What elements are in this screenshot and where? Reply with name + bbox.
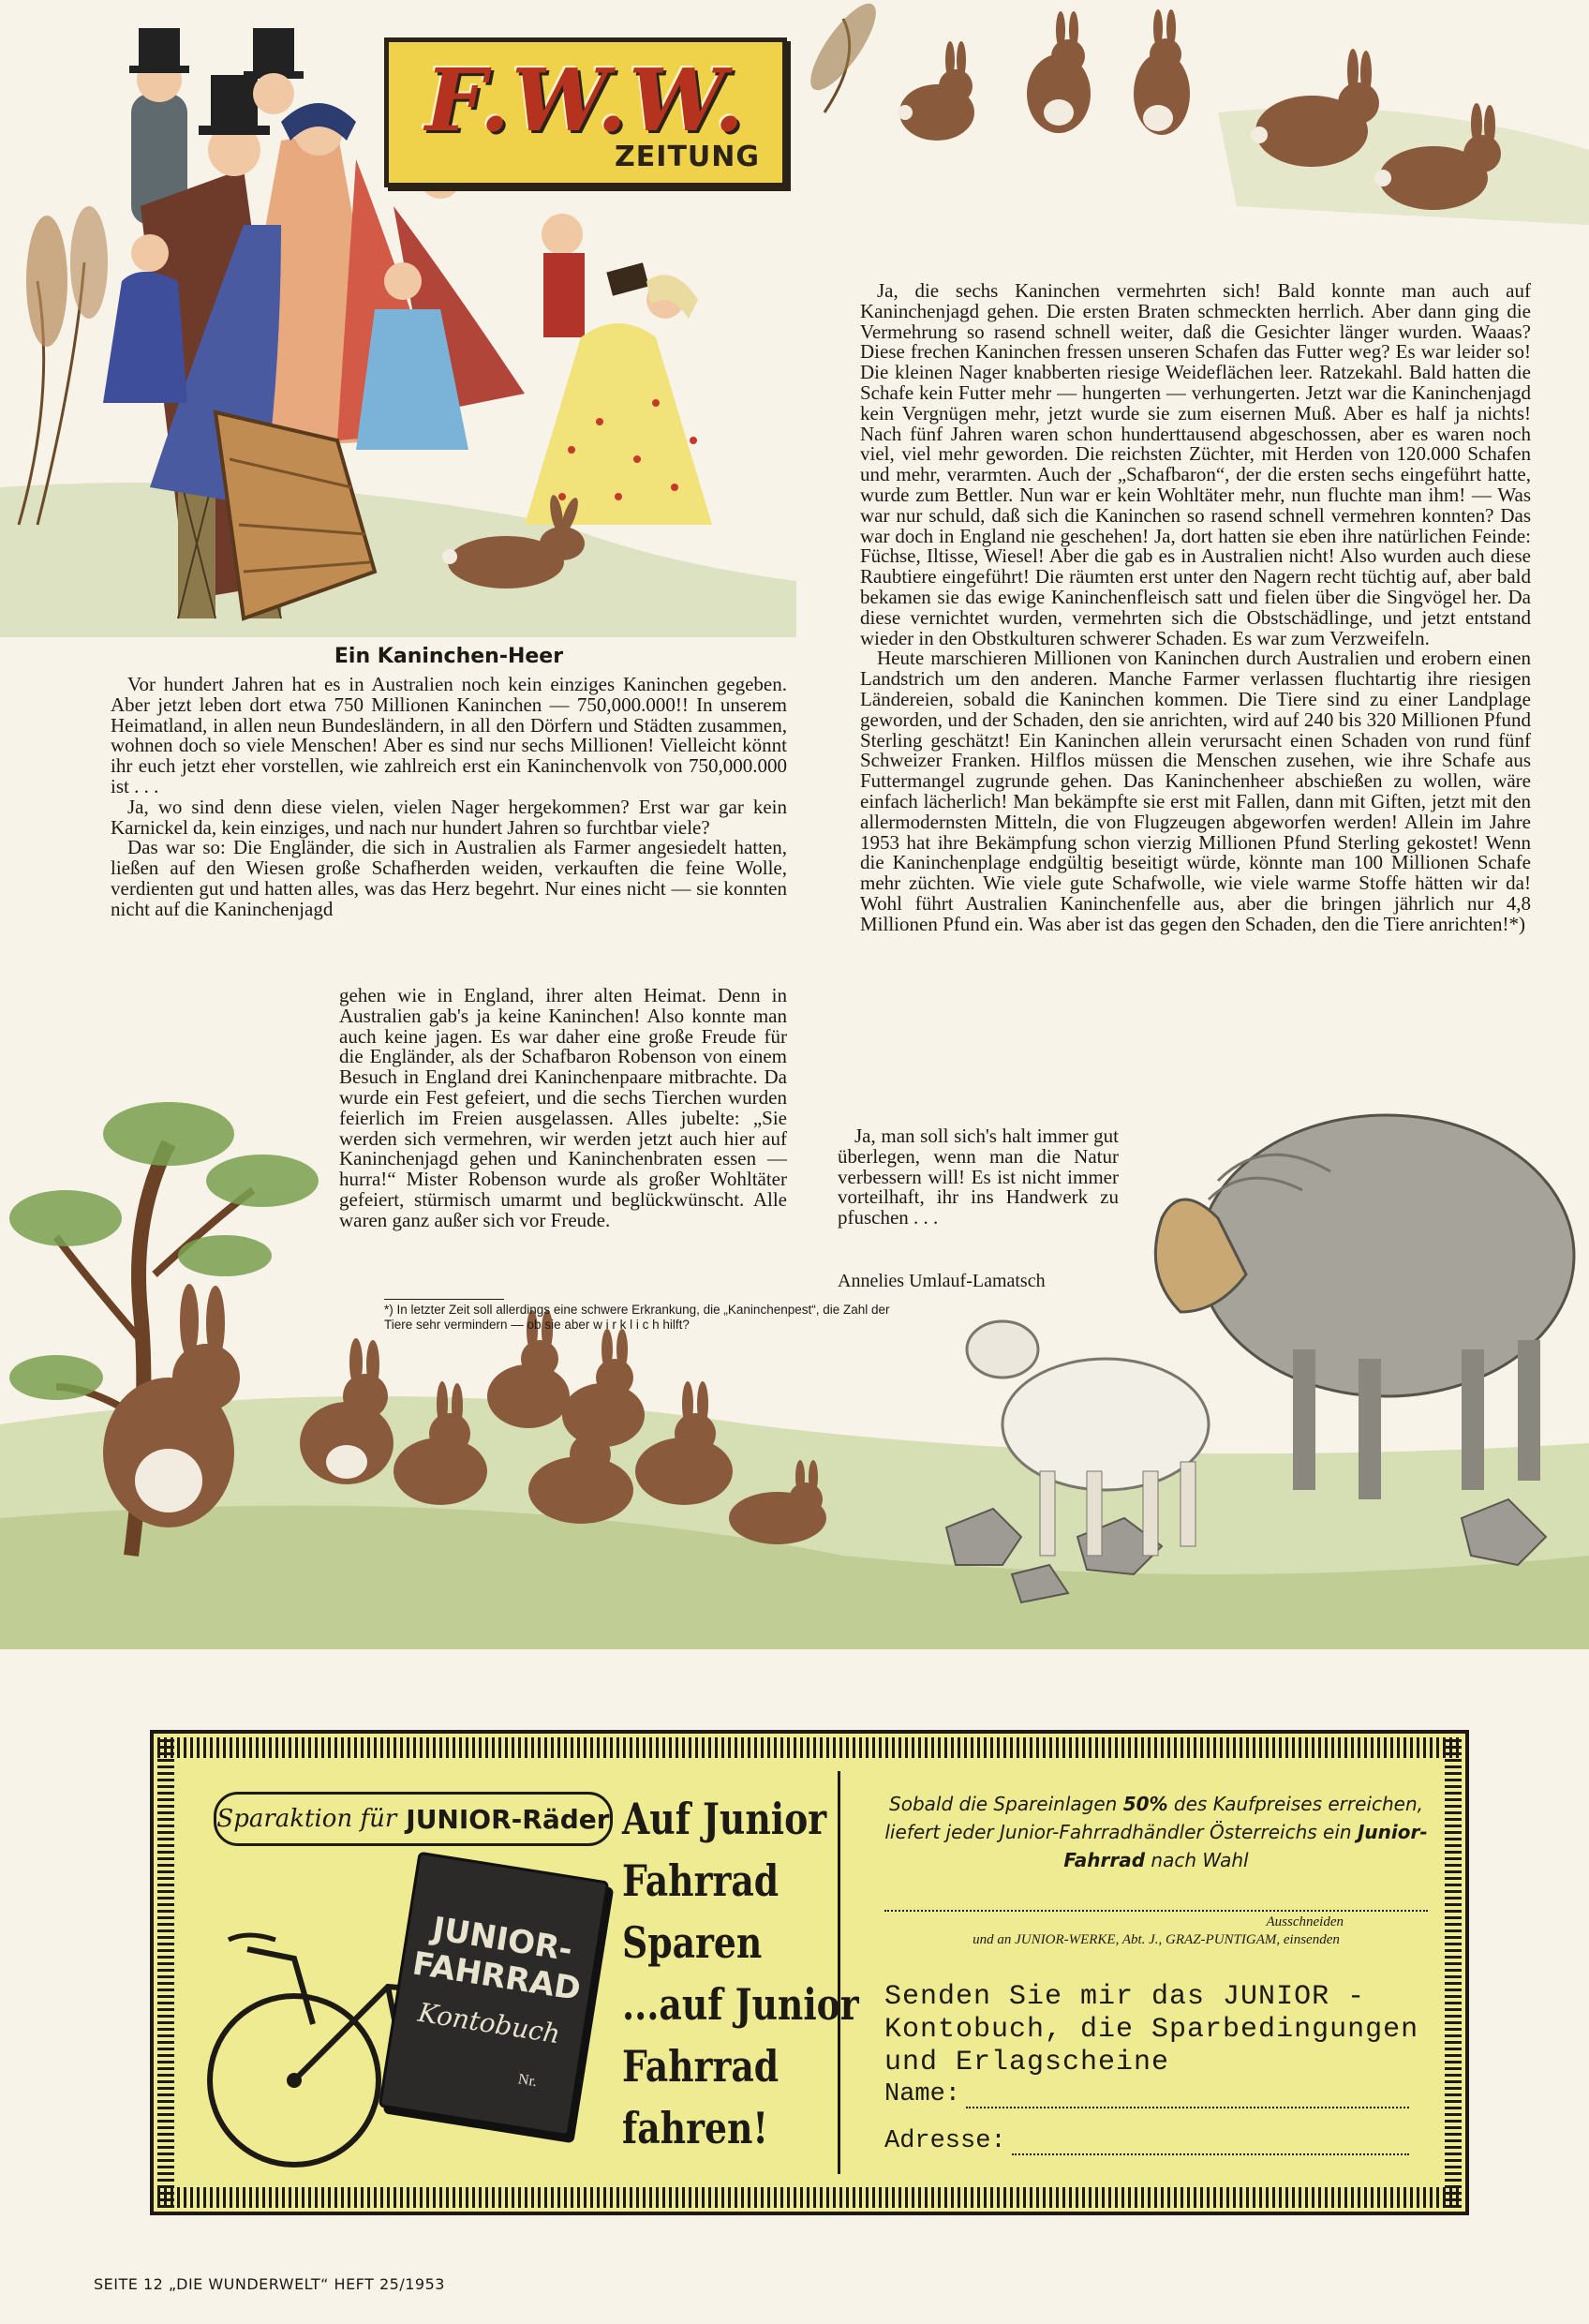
slogan-line: ...auf Junior [622, 1979, 859, 2030]
paragraph: Vor hundert Jahren hat es in Australien noch kein einziges Kaninchen gegeben. Aber jetzt leben dort etwa 750 Millionen Kaninchen — 750,000.000!! In unserem Heimatland, in allen neun Bundesländern, in all den Dörfern und Städten zusammen, wohnen doch so viele Menschen! Aber es sind nur sechs Millionen! Vielleicht könnt ihr euch jetzt eher vorstellen, wie zahlreich erst ein Kaninchenvolk von 750,000.000 ist . . . [111, 673, 787, 797]
article-column-right-narrow [838, 1126, 1119, 1229]
ad-badge [214, 1792, 613, 1846]
rabbit-group-top [898, 9, 1501, 210]
info-percent: 50% [1122, 1793, 1168, 1815]
address-label: Adresse: [884, 2127, 1006, 2155]
plume [70, 206, 108, 319]
cut-address: und an JUNIOR-WERKE, Abt. J., GRAZ-PUNTIGAM, einsenden [973, 1932, 1340, 1947]
booklet-number: Nr. [516, 2071, 539, 2091]
article-column-left-narrow [339, 986, 787, 1231]
masthead-banner [384, 37, 787, 187]
name-blank[interactable] [966, 2086, 1409, 2108]
ad-badge-brand: JUNIOR-Räder [406, 1803, 610, 1835]
article-title: Ein Kaninchen-Heer [334, 645, 564, 668]
name-label: Name: [884, 2080, 961, 2108]
slogan-line: Auf Junior [622, 1794, 827, 1844]
ad-info-text [884, 1790, 1428, 1874]
booklet-title: JUNIOR- FAHRRAD [409, 1910, 584, 2009]
info-text: Sobald die Spareinlagen [889, 1793, 1118, 1815]
footnote: *) In letzter Zeit soll allerdings eine schwere Erkrankung, die „Kaninchenpest“, die Zahl der Tiere sehr vermindern — ob sie aber w i r k l i c h hilft? [384, 1303, 890, 1332]
info-text: des Kaufpreises erreichen, liefert jeder Junior-Fahrradhändler Österreichs ein [884, 1793, 1423, 1843]
paragraph: Heute marschieren Millionen von Kaninchen durch Australien und erobern einen Landstrich um den anderen. Manche Farmer verlassen fluchtartig ihre riesigen Ländereien, sobald die Kaninchen kommen. Die Tiere sind zu einer Landplage geworden, und der Schaden, den sie anrichten, wird auf 240 bis 320 Millionen Pfund Sterling geschätzt! Ein Kaninchen allein verursacht einen Schaden von rund fünf Schweizer Franken. Hilflos müssen die Menschen zusehen, wie ihre Schafe aus Futtermangel zugrunde gehen. Das Kaninchenheer abschießen zu wollen, wäre einfach lächerlich! Man bekämpfte sie erst mit Fallen, dann mit Giften, jetzt mit den allermodernsten Mitteln, die von Flugzeugen abgeworfen werden! Allein im Jahre 1953 hat ihre Bekämpfung schon vierzig Millionen Pfund Sterling gekostet! Wenn die Kaninchenplage endgültig beseitigt würde, könnte man 100 Millionen Schafe mehr züchten. Wie viele gute Schafwolle, wie viele warme Stoffe hätten wir da! Wohl führt Australien Kaninchenfelle aus, aber die bringen jährlich nur 4,8 Millionen Pfund ein. Was aber ist das gegen den Schaden, den die Tiere anrichten!*) [860, 647, 1531, 935]
sheep [1155, 1115, 1574, 1499]
bottom-illustration [0, 1031, 1589, 1649]
cut-line [884, 1910, 1428, 1912]
paragraph: Das war so: Die Engländer, die sich in Australien als Farmer angesiedelt hatten, ließen auf den Wiesen große Schafherden weiden, verkauften die feine Wolle, verdienten gut und hatten alles, was das Herz begehrt. Nur eines nicht — sie konnten nicht auf die Kaninchenjagd [111, 836, 787, 920]
info-text: nach Wahl [1151, 1849, 1249, 1871]
address-blank[interactable] [1012, 2133, 1409, 2155]
booklet-subtitle: Kontobuch [416, 1996, 563, 2050]
info-brand: Junior-Fahrrad [1063, 1821, 1428, 1871]
kontobuch-booklet [379, 1852, 610, 2138]
slogan-line: Fahrrad [622, 1855, 780, 1906]
coupon-request: Senden Sie mir das JUNIOR - Kontobuch, die Sparbedingungen und Erlagscheine [884, 1981, 1419, 2078]
cut-label: Ausschneiden [1266, 1914, 1344, 1929]
paragraph: Ja, die sechs Kaninchen vermehrten sich! Bald konnte man auch auf Kaninchenjagd gehen. Die ersten Braten schmeckten herrlich. Aber dann ging die Vermehrung so rasend schnell weiter, daß die Gesichter länger wurden. Waaas? Diese frechen Kaninchen fressen unseren Schafen das Futter weg? Es war leider so! Die kleinen Nager knabberten riesige Weideflächen leer. Ratzekahl. Bald hatten die Schafe kein Futter mehr — hungerten — verhungerten. Jetzt war die Kaninchenjagd kein Vergnügen mehr, jetzt wurde sie zum eisernen Muß. Aber es half ja nichts! Nach fünf Jahren waren schon hunderttausend abgeschossen, aber es waren noch viel, viel mehr geworden. Die reichsten Züchter, mit Herden von 120.000 Schafen und mehr, verarmten. Auch der „Schafbaron“, der die ersten sechs eingeführt hatte, wurde zum Bettler. Nun war er kein Wohltäter mehr, nun fluchte man ihm! — Was war nur schuld, daß sich die Kaninchen so rasend schnell vermehren konnten? Das war doch in England nie geschehen! Ja, dort hatten sie eben ihre natürlichen Feinde: Füchse, Iltisse, Wiesel! Aber die gab es in Australien nicht! Also wurden auch diese Raubtiere eingeführt! Die räumten erst unter den Nagern recht tüchtig auf, aber bald bekamen sie das ewige Kaninchenfleisch satt und fielen über die Singvögel her. Da diese vernichtet wurden, vermehrten sich die Obstschädlinge, und jetzt entstand wieder in den Obstkulturen schwerer Schaden. Es war zum Verzweifeln. [860, 279, 1531, 649]
junior-bicycle-advertisement [150, 1730, 1469, 2215]
masthead-logo: F.W.W. [424, 50, 747, 151]
paragraph: Ja, wo sind denn diese vielen, vielen Nager hergekommen? Erst war gar kein Karnickel da, kein einziges, und nach nur hundert Jahren so furchtbar viele? [111, 795, 787, 839]
coupon-address-field[interactable] [884, 2127, 1409, 2155]
paragraph: Ja, man soll sich's halt immer gut überlegen, wenn man die Natur verbessern will! Es ist nicht immer vorteilhaft, ihr ins Handwerk zu pfuschen . . . [838, 1125, 1119, 1229]
plume [26, 216, 67, 347]
page-footer: SEITE 12 „DIE WUNDERWELT“ HEFT 25/1953 [94, 2275, 445, 2293]
footnote-rule [384, 1299, 504, 1300]
slogan-line: fahren! [622, 2103, 768, 2153]
ad-badge-script: Sparaktion für [216, 1805, 397, 1833]
ad-divider [838, 1771, 840, 2174]
masthead-subtitle: ZEITUNG [615, 141, 760, 173]
slogan-line: Fahrrad [622, 2041, 780, 2092]
cut-instructions [884, 1914, 1428, 1949]
article-column-right [860, 281, 1531, 935]
coupon-name-field[interactable] [884, 2080, 1409, 2108]
slogan-line: Sparen [622, 1917, 763, 1968]
article-column-left [111, 675, 787, 920]
ad-slogan [622, 1788, 859, 2159]
paragraph: gehen wie in England, ihrer alten Heimat. Denn in Australien gab's ja keine Kaninchen! Also konnte man auch keine jagen. Es war daher eine große Freude für die Engländer, als der Schafbaron Robenson von einem Besuch in England drei Kaninchenpaare mitbrachte. Da wurde ein Fest gefeiert, und die sechs Tierchen wurden feierlich im Freien ausgelassen. Alles jubelte: „Sie werden sich vermehren, wir werden jetzt auch hier auf Kaninchenjagd gehen und Kaninchenbraten essen — hurra!“ Mister Robenson wurde als großer Wohltäter gefeiert, stürmisch umarmt und beglückwünscht. Alle waren ganz außer sich vor Freude. [339, 984, 787, 1231]
author-credit: Annelies Umlauf-Lamatsch [838, 1271, 1046, 1291]
